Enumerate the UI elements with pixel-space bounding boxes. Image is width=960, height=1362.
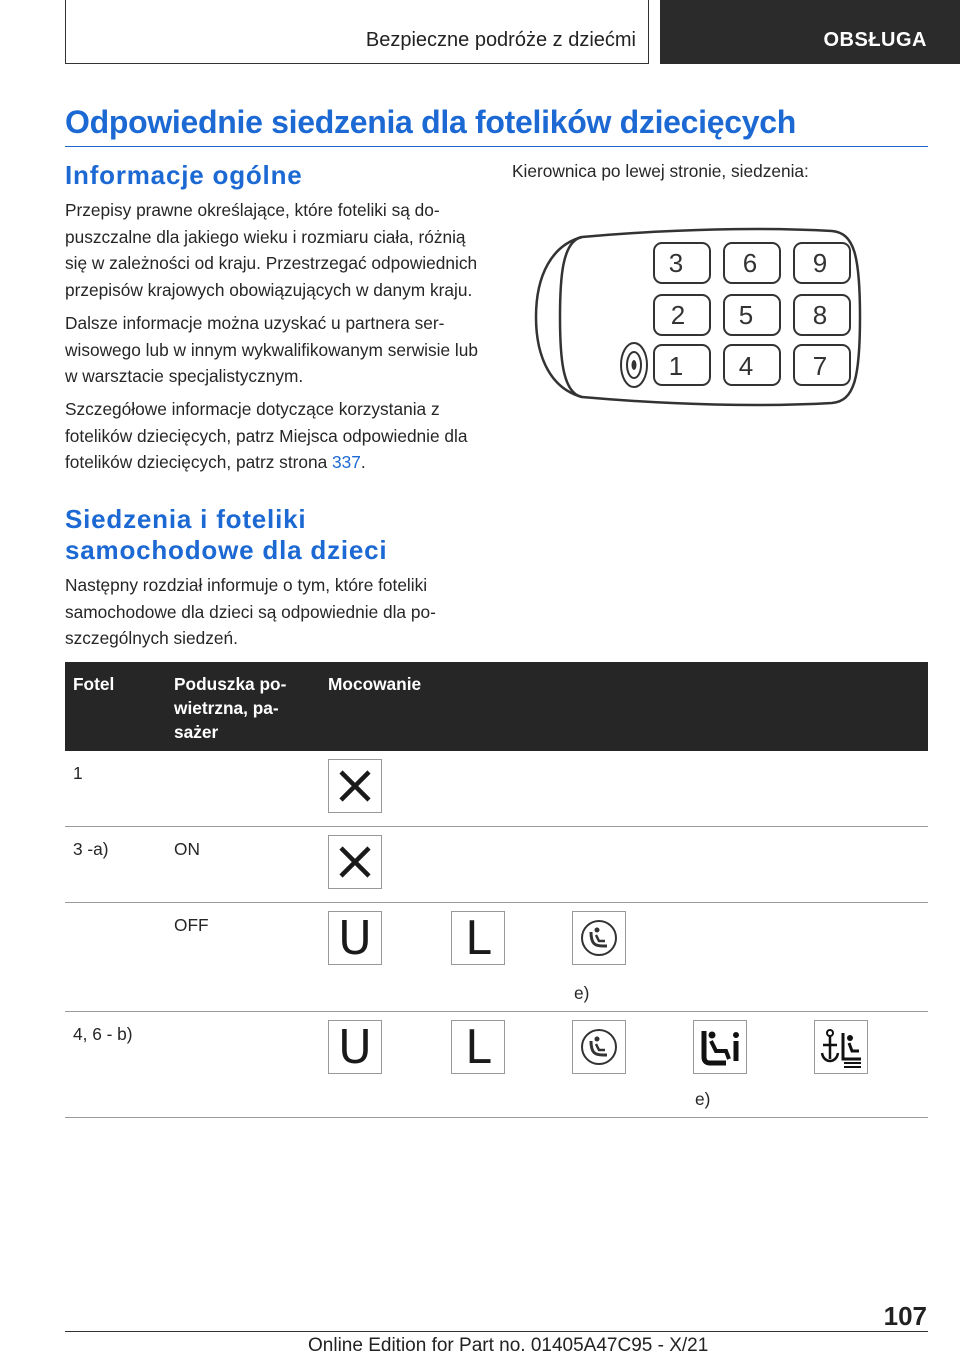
isofix-seat-icon bbox=[572, 911, 626, 965]
cell-airbag: ON bbox=[174, 839, 200, 859]
seat-number-4: 4 bbox=[738, 351, 754, 381]
left-column bbox=[65, 158, 480, 652]
seat-number-6: 6 bbox=[742, 248, 758, 278]
seat-number-8: 8 bbox=[812, 300, 828, 330]
cell-airbag: OFF bbox=[174, 915, 209, 935]
header-chapter-tab bbox=[660, 0, 960, 64]
header-airbag: Poduszka powietrzna, pasażer bbox=[174, 674, 287, 742]
seat-number-5: 5 bbox=[738, 300, 754, 330]
footer-divider bbox=[65, 1331, 928, 1332]
table-row bbox=[65, 903, 928, 1012]
page-link-337[interactable]: 337 bbox=[332, 452, 361, 473]
paragraph-service-info: Dalsze informacje można uzyskać u partnera serwisowego lub w innym wykwalifikowanym serwisie lub w warsztacie specjalistycznym. bbox=[65, 312, 478, 387]
footer-edition: Online Edition for Part no. 01405A47C95 - X/21 bbox=[308, 1335, 709, 1356]
cross-icon bbox=[328, 835, 382, 889]
heading-child-seats: Siedzenia i foteliki samochodowe dla dzieci bbox=[65, 504, 388, 566]
l-letter: L bbox=[465, 911, 491, 965]
semi-universal-l-icon bbox=[451, 1020, 505, 1074]
universal-u-icon bbox=[328, 1020, 382, 1074]
table-row bbox=[65, 751, 928, 827]
seat-number-1: 1 bbox=[668, 351, 684, 381]
seat-number-2: 2 bbox=[670, 300, 686, 330]
table-row bbox=[65, 1012, 928, 1118]
paragraph-next-chapter: Następny rozdział informuje o tym, które foteliki samochodowe dla dzieci są odpowiednie dla poszczególnych siedzeń. bbox=[65, 575, 436, 649]
cross-icon bbox=[328, 759, 382, 813]
paragraph-details bbox=[65, 396, 480, 476]
seat-suitability-table bbox=[65, 662, 928, 1118]
header-seat: Fotel bbox=[73, 674, 115, 694]
u-letter: U bbox=[338, 1020, 372, 1074]
title-divider bbox=[65, 146, 928, 147]
cell-seat: 3 -a) bbox=[73, 839, 109, 859]
l-letter: L bbox=[465, 1020, 491, 1074]
header-section-box bbox=[65, 0, 649, 64]
isofix-seat-icon bbox=[572, 1020, 626, 1074]
footnote-e: e) bbox=[574, 983, 590, 1003]
details-text: Szczegółowe informacje dotyczące korzystania z fotelików dziecięcych, patrz Miejsca odpowiednie dla fotelików dziecięcych, patrz strona bbox=[65, 398, 468, 473]
isize-seat-icon bbox=[693, 1020, 747, 1074]
header-section-title: Bezpieczne podróże z dziećmi bbox=[365, 29, 636, 51]
seat-number-9: 9 bbox=[812, 248, 828, 278]
seat-number-3: 3 bbox=[668, 248, 684, 278]
header-mounting: Mocowanie bbox=[328, 674, 422, 694]
details-end: . bbox=[360, 452, 366, 473]
seat-layout-diagram bbox=[532, 225, 862, 410]
table-row bbox=[65, 827, 928, 903]
universal-u-icon bbox=[328, 911, 382, 965]
steering-wheel-icon bbox=[621, 343, 647, 387]
seat-number-7: 7 bbox=[812, 351, 828, 381]
footnote-e: e) bbox=[695, 1089, 711, 1109]
right-column bbox=[512, 158, 928, 185]
cell-seat: 1 bbox=[73, 763, 83, 783]
paragraph-regulations: Przepisy prawne określające, które foteliki są dopuszczalne dla jakiego wieku i rozmiaru ciała, różnią się w zależności od kraju. Przestrzegać odpowiednich przepisów krajowych obowiązujących w danym kraju. bbox=[65, 200, 478, 301]
u-letter: U bbox=[338, 911, 372, 965]
page-number: 107 bbox=[883, 1301, 927, 1331]
cell-seat: 4, 6 - b) bbox=[73, 1024, 133, 1044]
table-header bbox=[65, 662, 928, 751]
heading-general-info: Informacje ogólne bbox=[65, 160, 303, 190]
page-title: Odpowiednie siedzenia dla fotelików dziecięcych bbox=[65, 104, 796, 140]
header-chapter-label: OBSŁUGA bbox=[823, 29, 927, 51]
isofix-anchor-seat-icon bbox=[814, 1020, 868, 1074]
figure-caption: Kierownica po lewej stronie, siedzenia: bbox=[512, 161, 809, 181]
semi-universal-l-icon bbox=[451, 911, 505, 965]
